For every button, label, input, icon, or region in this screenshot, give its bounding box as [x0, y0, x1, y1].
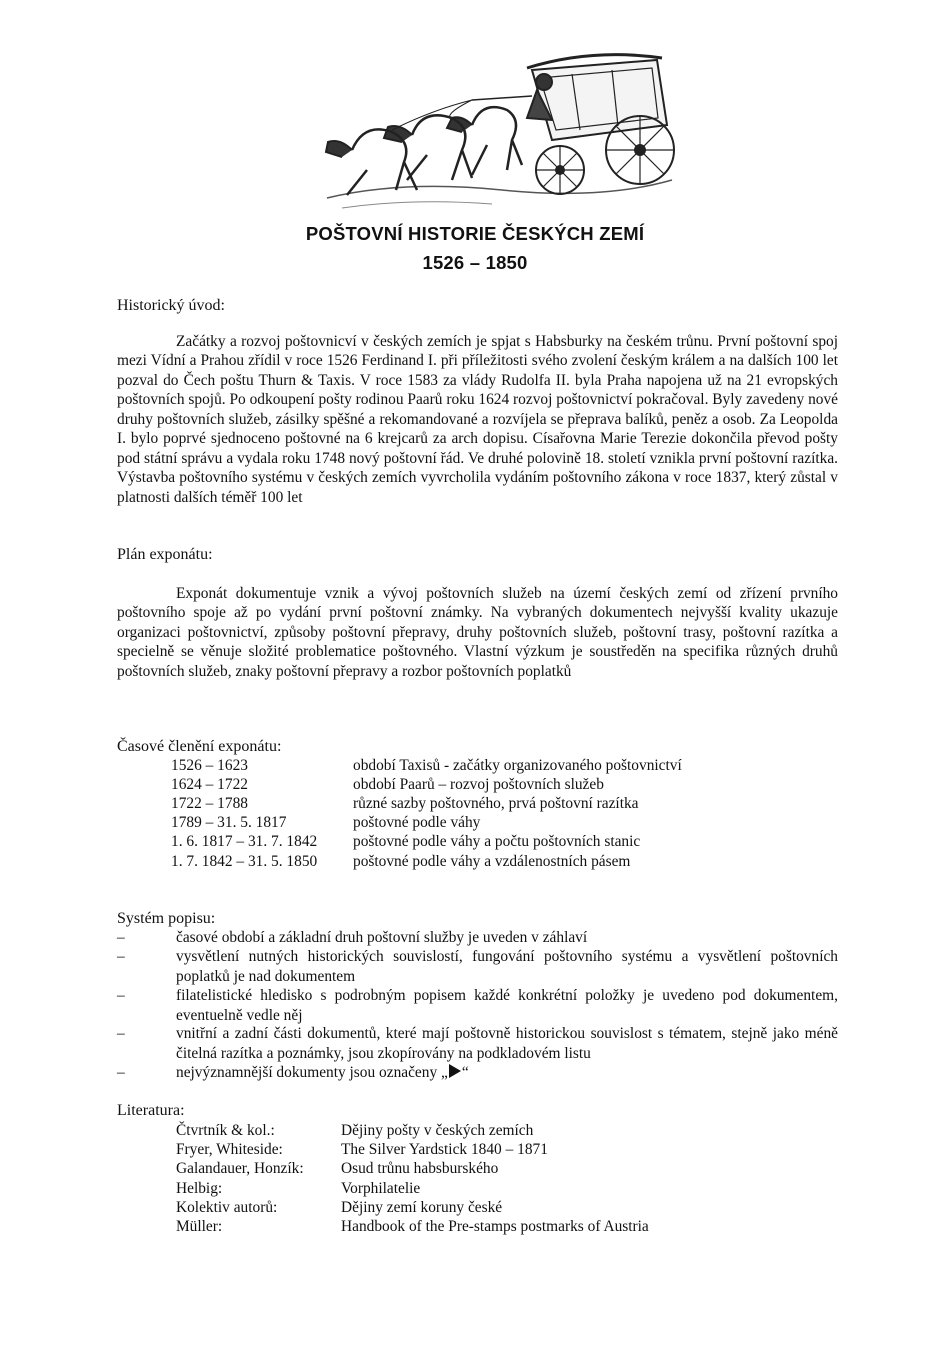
literature-book: Vorphilatelie [341, 1180, 421, 1197]
list-item-text: nejvýznamnější dokumenty jsou označeny „ [176, 1064, 448, 1081]
system-heading: Systém popisu: [117, 910, 216, 927]
list-dash: – [117, 948, 125, 965]
period-desc: různé sazby poštovného, prvá poštovní razítka [353, 795, 639, 812]
period-desc: období Paarů – rozvoj poštovních služeb [353, 776, 604, 793]
list-item: filatelistické hledisko s podrobným popisem každé konkrétní položky je uvedeno pod dokumentem, eventuelně vedle něj [176, 987, 838, 1024]
period-range: 1. 7. 1842 – 31. 5. 1850 [171, 853, 318, 870]
literature-author: Müller: [176, 1218, 223, 1235]
period-range: 1789 – 31. 5. 1817 [171, 814, 287, 831]
horse-drawn-mail-coach-icon [322, 30, 678, 220]
list-dash: – [117, 987, 125, 1004]
literature-book: Dějiny pošty v českých zemích [341, 1122, 534, 1139]
intro-paragraph: Začátky a rozvoj poštovnicví v českých zemích je spjat s Habsburky na českém trůnu. První poštovní spoj mezi Vídní a Prahou zřídil v roce 1526 Ferdinand I. při příležitosti svého zvolení českým králem a na dalších 100 let pozval do Čech poštu Thurn & Taxis. V roce 1583 za vlády Rudolfa II. byla Praha napojena už na 21 evropských poštovních spojů. Po odkoupení pošty rodinou Paarů roku 1624 rozvoj poštovnictví pokračoval. Byly zavedeny nové druhy poštovních služeb, zásilky spěšné a rekomandované a rozvíjela se přeprava balíků, peněz a osob. Za Leopolda I. bylo poprvé sjednoceno poštovné na 6 krejcarů za arch dopisu. Císařovna Marie Terezie dokončila převod pošty pod státní správu a vydala roku 1748 nový poštovní řád. Ve druhé polovině 18. století vznikla první poštovní razítka. Výstavba poštovního systému v českých zemích vyvrcholila vydáním poštovního zákona v roce 1837, který zůstal v platnosti dalších téměř 100 let [117, 333, 838, 506]
literature-author: Fryer, Whiteside: [176, 1141, 283, 1158]
list-item: vnitřní a zadní části dokumentů, které mají poštovně historickou souvislost s tématem, stejně jako méně čitelná razítka a poznámky, jsou zkopírovány na podkladovém listu [176, 1025, 838, 1062]
period-desc: poštovné podle váhy a vzdálenostních pásem [353, 853, 631, 870]
period-range: 1722 – 1788 [171, 795, 248, 812]
literature-heading: Literatura: [117, 1102, 185, 1119]
intro-heading: Historický úvod: [117, 297, 225, 314]
list-item: časové období a základní druh poštovní služby je uveden v záhlaví [176, 929, 588, 946]
period-range: 1624 – 1722 [171, 776, 248, 793]
plan-heading: Plán exponátu: [117, 546, 213, 563]
literature-author: Galandauer, Honzík: [176, 1160, 304, 1177]
literature-book: Dějiny zemí koruny české [341, 1199, 503, 1216]
literature-author: Čtvrtník & kol.: [176, 1122, 275, 1139]
literature-book: The Silver Yardstick 1840 – 1871 [341, 1141, 548, 1158]
page-title-years: 1526 – 1850 [422, 252, 528, 273]
list-dash: – [117, 1025, 125, 1042]
period-desc: období Taxisů - začátky organizovaného poštovnictví [353, 757, 682, 774]
literature-author: Helbig: [176, 1180, 223, 1197]
page-title: POŠTOVNÍ HISTORIE ČESKÝCH ZEMÍ [305, 223, 645, 244]
periods-heading: Časové členění exponátu: [117, 738, 282, 755]
plan-paragraph: Exponát dokumentuje vznik a vývoj poštovních služeb na území českých zemí od zřízení prvního poštovního spoje až po vydání první poštovní známky. Na vybraných dokumentech nejvyšší kvality ukazuje organizaci poštovnictví, způsoby poštovní přepravy, druhy poštovních služeb, poštovní trasy, poštovní razítka a specielně se věnuje složité problematice poštovného. Vlastní výzkum je soustředěn na specifika různých druhů poštovních služeb, znaky poštovní přepravy a rozbor poštovních poplatků [117, 585, 838, 680]
list-dash: – [117, 1064, 125, 1081]
period-desc: poštovné podle váhy a počtu poštovních stanic [353, 833, 641, 850]
list-item [176, 1063, 838, 1083]
literature-book: Osud trůnu habsburského [341, 1160, 499, 1177]
list-dash: – [117, 929, 125, 946]
period-desc: poštovné podle váhy [353, 814, 481, 831]
literature-author: Kolektiv autorů: [176, 1199, 278, 1216]
period-range: 1. 6. 1817 – 31. 7. 1842 [171, 833, 318, 850]
list-item: vysvětlení nutných historických souvislostí, fungování poštovního systému a vysvětlení poštovních poplatků je nad dokumentem [176, 948, 838, 985]
list-item-quote: “ [461, 1064, 469, 1081]
black-triangle-marker-icon [449, 1064, 461, 1078]
literature-book: Handbook of the Pre-stamps postmarks of Austria [341, 1218, 649, 1235]
period-range: 1526 – 1623 [171, 757, 248, 774]
